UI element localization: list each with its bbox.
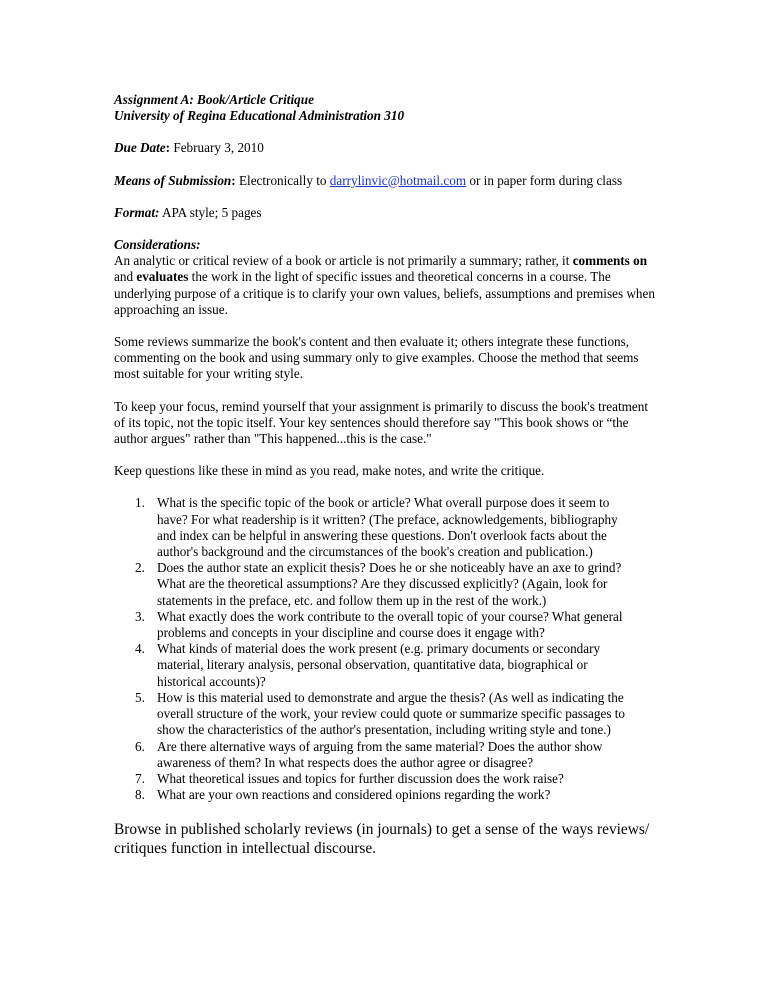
considerations-paragraph-1 xyxy=(114,253,662,318)
closing-line-2: critiques function in intellectual discourse. xyxy=(114,839,376,857)
list-number: 4. xyxy=(135,641,145,657)
list-item xyxy=(114,495,662,560)
due-date-line xyxy=(114,140,662,156)
p1-and: and xyxy=(114,269,134,285)
list-text: How is this material used to demonstrate and argue the thesis? (As well as indicating the overall structure of the work, your review could quote or summarize specific passages to show the characteristics of the author's presentation, including writing style and tone.) xyxy=(157,689,626,738)
list-number: 3. xyxy=(135,608,145,624)
list-number: 5. xyxy=(135,689,145,705)
submission-suffix: or in paper form during class xyxy=(469,172,623,188)
list-item xyxy=(114,609,662,641)
document-content xyxy=(114,92,662,858)
list-item xyxy=(114,690,662,739)
list-number: 7. xyxy=(135,770,145,786)
submission-colon: : xyxy=(231,172,236,188)
format-line xyxy=(114,205,662,221)
considerations-heading: Considerations: xyxy=(114,237,201,253)
p1-comments-on: comments on xyxy=(572,253,648,269)
list-text: What exactly does the work contribute to the overall topic of your course? What general problems and concepts in your discipline and course does it engage with? xyxy=(157,608,623,641)
p1-text-a: An analytic or critical review of a book or article is not primarily a summary; rather, it xyxy=(114,253,570,269)
list-number: 2. xyxy=(135,560,145,576)
list-number: 8. xyxy=(135,787,145,803)
closing-line-1: Browse in published scholarly reviews (in journals) to get a sense of the ways reviews/ xyxy=(114,821,650,839)
format-label: Format: xyxy=(114,204,160,220)
list-text: Does the author state an explicit thesis? Does he or she noticeably have an axe to grind? What are the theoretical assumptions? Are they discussed explicitly? (Again, look for statements in the preface, etc. and follow them up in the rest of the work.) xyxy=(157,560,622,608)
list-item xyxy=(114,739,662,771)
considerations-paragraph-3: To keep your focus, remind yourself that your assignment is primarily to discuss the book's treatment of its topic, not the topic itself. Your key sentences should therefore say "This book shows or “the author argues" rather than "This happened...this is the case." xyxy=(114,398,648,447)
list-text: What are your own reactions and considered opinions regarding the work? xyxy=(157,787,551,803)
p1-evaluates: evaluates xyxy=(136,269,189,285)
list-item xyxy=(114,771,662,787)
submission-label: Means of Submission xyxy=(114,172,232,188)
list-text: What theoretical issues and topics for further discussion does the work raise? xyxy=(157,770,564,786)
due-date-value: February 3, 2010 xyxy=(173,140,264,156)
due-date-label: Due Date xyxy=(114,140,166,156)
email-link[interactable]: darrylinvic@hotmail.com xyxy=(329,172,467,188)
list-item xyxy=(114,560,662,609)
list-number: 1. xyxy=(135,495,145,511)
format-value: APA style; 5 pages xyxy=(162,204,262,220)
list-item xyxy=(114,787,662,803)
submission-prefix: Electronically to xyxy=(238,172,327,188)
course-name: University of Regina Educational Administration 310 xyxy=(114,108,405,124)
question-list xyxy=(114,495,662,803)
p1-text-b: the work in the light of specific issues and theoretical concerns in a course. The underlying purpose of a critique is to clarify your own values, beliefs, assumptions and premises when approaching an issue. xyxy=(114,269,655,317)
list-item xyxy=(114,641,662,690)
assignment-title: Assignment A: Book/Article Critique xyxy=(114,92,314,107)
considerations-paragraph-4: Keep questions like these in mind as you read, make notes, and write the critique. xyxy=(114,463,545,479)
considerations-paragraph-2: Some reviews summarize the book's content and then evaluate it; others integrate these functions, commenting on the book and using summary only to give examples. Choose the method that seems most suitable for your writing style. xyxy=(114,334,639,382)
list-text: What is the specific topic of the book or article? What overall purpose does it seem to have? For what readership is it written? (The preface, acknowledgements, bibliography and index can be helpful in answering these questions. Don't overlook facts about the author's background and the circumstances of the book's creation and publication.) xyxy=(157,495,618,560)
due-date-colon: : xyxy=(165,140,171,156)
list-number: 6. xyxy=(135,738,145,754)
submission-line xyxy=(114,173,662,189)
list-text: What kinds of material does the work present (e.g. primary documents or secondary material, literary analysis, personal observation, quantitative data, biographical or historical accounts)? xyxy=(157,641,601,689)
list-text: Are there alternative ways of arguing from the same material? Does the author show awareness of them? In what respects does the author agree or disagree? xyxy=(157,738,603,770)
